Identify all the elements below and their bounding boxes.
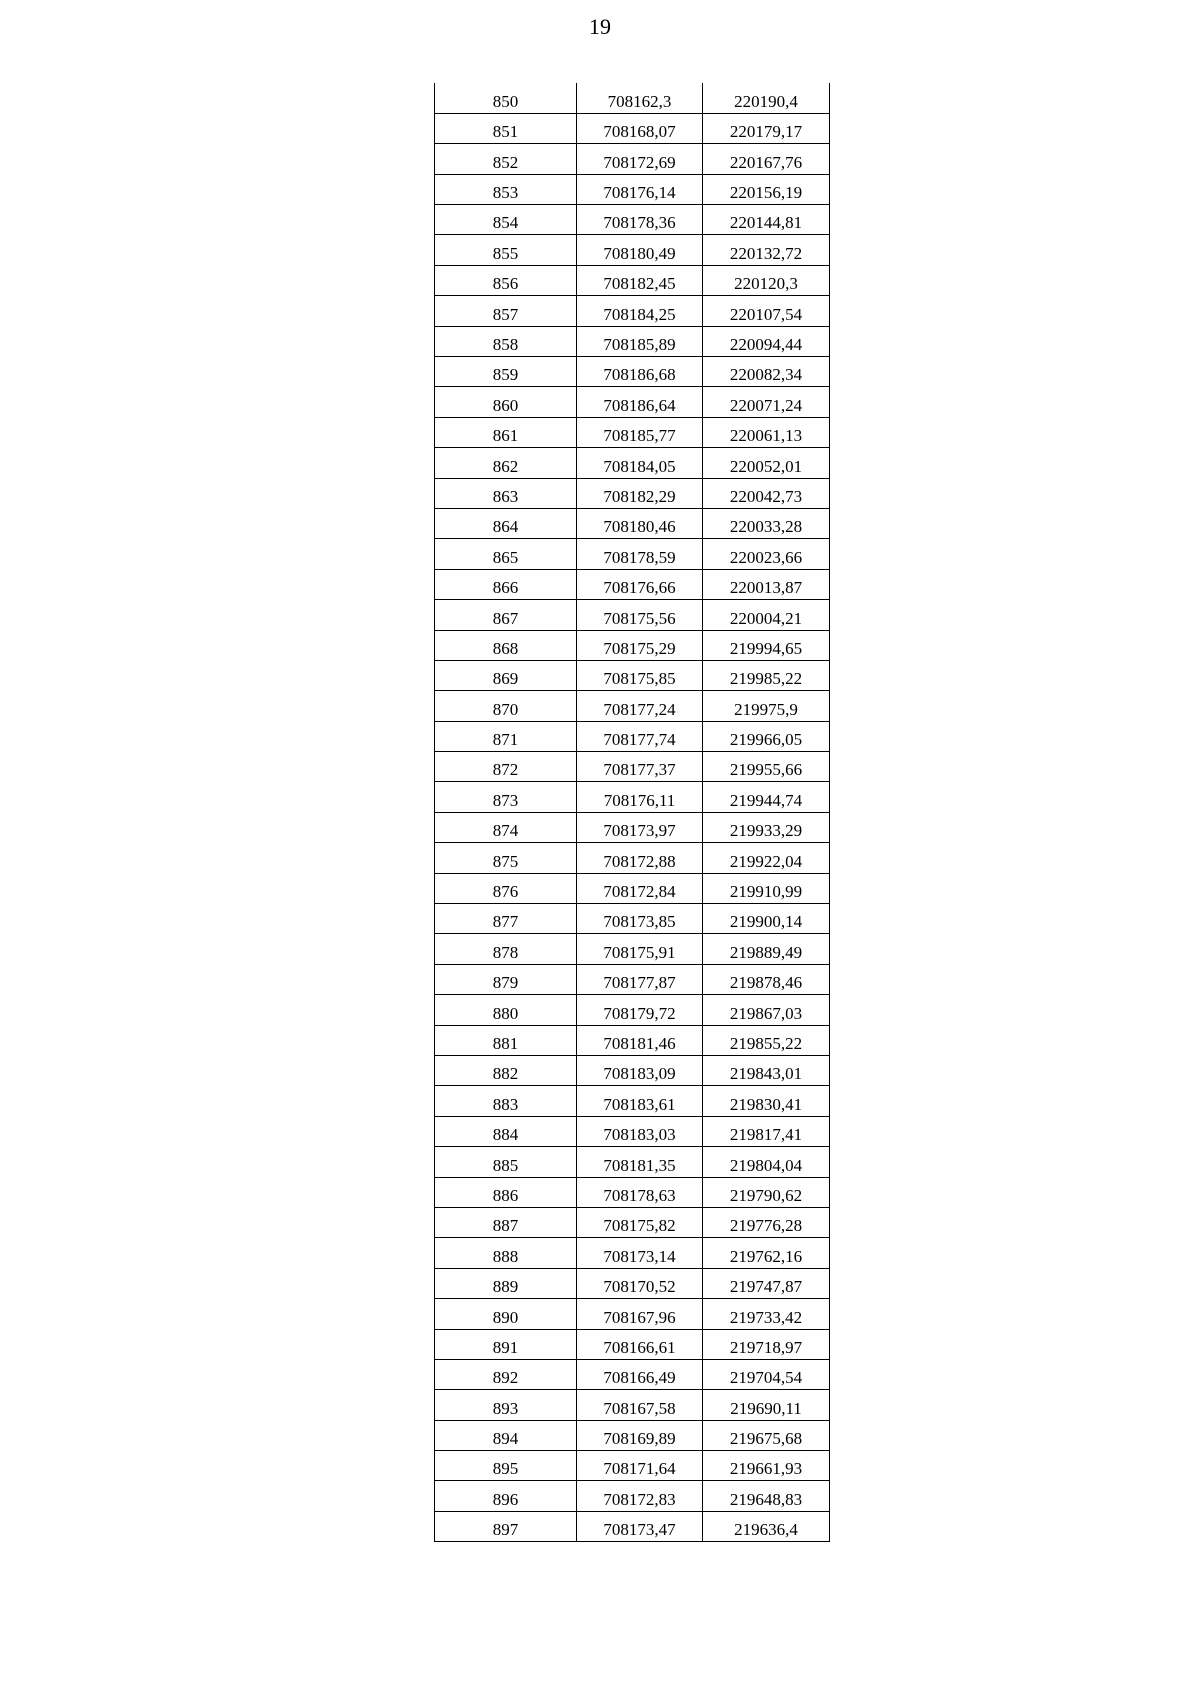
y-coordinate-cell: 219648,83 [703, 1481, 830, 1511]
point-number-cell: 892 [435, 1359, 577, 1389]
x-coordinate-cell: 708167,58 [577, 1390, 703, 1420]
point-number-cell: 867 [435, 600, 577, 630]
y-coordinate-cell: 219966,05 [703, 721, 830, 751]
x-coordinate-cell: 708172,69 [577, 144, 703, 174]
x-coordinate-cell: 708177,74 [577, 721, 703, 751]
table-row [435, 691, 830, 721]
coordinates-table-body [435, 83, 830, 1542]
y-coordinate-cell: 219661,93 [703, 1451, 830, 1481]
x-coordinate-cell: 708177,37 [577, 752, 703, 782]
y-coordinate-cell: 219900,14 [703, 904, 830, 934]
x-coordinate-cell: 708178,63 [577, 1177, 703, 1207]
table-row [435, 326, 830, 356]
x-coordinate-cell: 708173,14 [577, 1238, 703, 1268]
x-coordinate-cell: 708181,46 [577, 1025, 703, 1055]
y-coordinate-cell: 220132,72 [703, 235, 830, 265]
point-number-cell: 854 [435, 205, 577, 235]
table-row [435, 873, 830, 903]
point-number-cell: 879 [435, 964, 577, 994]
table-row [435, 782, 830, 812]
y-coordinate-cell: 219790,62 [703, 1177, 830, 1207]
x-coordinate-cell: 708172,88 [577, 843, 703, 873]
x-coordinate-cell: 708178,59 [577, 539, 703, 569]
y-coordinate-cell: 219975,9 [703, 691, 830, 721]
y-coordinate-cell: 219776,28 [703, 1207, 830, 1237]
table-row [435, 1329, 830, 1359]
point-number-cell: 863 [435, 478, 577, 508]
x-coordinate-cell: 708182,45 [577, 265, 703, 295]
y-coordinate-cell: 220082,34 [703, 357, 830, 387]
table-row [435, 995, 830, 1025]
y-coordinate-cell: 219747,87 [703, 1268, 830, 1298]
point-number-cell: 851 [435, 113, 577, 143]
y-coordinate-cell: 220120,3 [703, 265, 830, 295]
x-coordinate-cell: 708173,85 [577, 904, 703, 934]
point-number-cell: 872 [435, 752, 577, 782]
y-coordinate-cell: 219878,46 [703, 964, 830, 994]
point-number-cell: 890 [435, 1299, 577, 1329]
y-coordinate-cell: 220071,24 [703, 387, 830, 417]
point-number-cell: 870 [435, 691, 577, 721]
point-number-cell: 850 [435, 83, 577, 113]
table-row [435, 1086, 830, 1116]
table-row [435, 448, 830, 478]
y-coordinate-cell: 219855,22 [703, 1025, 830, 1055]
y-coordinate-cell: 219910,99 [703, 873, 830, 903]
page-number: 19 [589, 14, 611, 39]
x-coordinate-cell: 708166,49 [577, 1359, 703, 1389]
x-coordinate-cell: 708183,61 [577, 1086, 703, 1116]
table-row [435, 660, 830, 690]
y-coordinate-cell: 219985,22 [703, 660, 830, 690]
x-coordinate-cell: 708171,64 [577, 1451, 703, 1481]
table-row [435, 296, 830, 326]
point-number-cell: 859 [435, 357, 577, 387]
table-row [435, 1451, 830, 1481]
y-coordinate-cell: 220144,81 [703, 205, 830, 235]
x-coordinate-cell: 708186,68 [577, 357, 703, 387]
x-coordinate-cell: 708175,85 [577, 660, 703, 690]
point-number-cell: 896 [435, 1481, 577, 1511]
table-row [435, 1238, 830, 1268]
x-coordinate-cell: 708169,89 [577, 1420, 703, 1450]
point-number-cell: 852 [435, 144, 577, 174]
x-coordinate-cell: 708176,14 [577, 174, 703, 204]
table-row [435, 235, 830, 265]
x-coordinate-cell: 708182,29 [577, 478, 703, 508]
point-number-cell: 855 [435, 235, 577, 265]
point-number-cell: 869 [435, 660, 577, 690]
y-coordinate-cell: 220023,66 [703, 539, 830, 569]
coordinates-table [434, 83, 830, 1542]
point-number-cell: 883 [435, 1086, 577, 1116]
x-coordinate-cell: 708177,24 [577, 691, 703, 721]
x-coordinate-cell: 708173,97 [577, 812, 703, 842]
point-number-cell: 877 [435, 904, 577, 934]
y-coordinate-cell: 220107,54 [703, 296, 830, 326]
point-number-cell: 862 [435, 448, 577, 478]
y-coordinate-cell: 219804,04 [703, 1147, 830, 1177]
point-number-cell: 886 [435, 1177, 577, 1207]
table-row [435, 569, 830, 599]
y-coordinate-cell: 219690,11 [703, 1390, 830, 1420]
y-coordinate-cell: 220013,87 [703, 569, 830, 599]
point-number-cell: 885 [435, 1147, 577, 1177]
point-number-cell: 857 [435, 296, 577, 326]
point-number-cell: 888 [435, 1238, 577, 1268]
table-row [435, 1268, 830, 1298]
table-row [435, 1299, 830, 1329]
y-coordinate-cell: 220004,21 [703, 600, 830, 630]
x-coordinate-cell: 708179,72 [577, 995, 703, 1025]
x-coordinate-cell: 708175,82 [577, 1207, 703, 1237]
x-coordinate-cell: 708176,11 [577, 782, 703, 812]
table-row [435, 1511, 830, 1541]
table-row [435, 934, 830, 964]
y-coordinate-cell: 220033,28 [703, 508, 830, 538]
table-row [435, 357, 830, 387]
point-number-cell: 853 [435, 174, 577, 204]
x-coordinate-cell: 708180,46 [577, 508, 703, 538]
point-number-cell: 880 [435, 995, 577, 1025]
point-number-cell: 895 [435, 1451, 577, 1481]
y-coordinate-cell: 219944,74 [703, 782, 830, 812]
table-row [435, 539, 830, 569]
x-coordinate-cell: 708162,3 [577, 83, 703, 113]
table-row [435, 600, 830, 630]
table-row [435, 904, 830, 934]
point-number-cell: 860 [435, 387, 577, 417]
y-coordinate-cell: 219867,03 [703, 995, 830, 1025]
y-coordinate-cell: 220094,44 [703, 326, 830, 356]
table-row [435, 1420, 830, 1450]
table-row [435, 417, 830, 447]
table-row [435, 1116, 830, 1146]
point-number-cell: 868 [435, 630, 577, 660]
x-coordinate-cell: 708183,03 [577, 1116, 703, 1146]
point-number-cell: 894 [435, 1420, 577, 1450]
table-row [435, 174, 830, 204]
point-number-cell: 882 [435, 1056, 577, 1086]
point-number-cell: 889 [435, 1268, 577, 1298]
y-coordinate-cell: 219933,29 [703, 812, 830, 842]
y-coordinate-cell: 219922,04 [703, 843, 830, 873]
point-number-cell: 874 [435, 812, 577, 842]
point-number-cell: 873 [435, 782, 577, 812]
x-coordinate-cell: 708183,09 [577, 1056, 703, 1086]
y-coordinate-cell: 219994,65 [703, 630, 830, 660]
y-coordinate-cell: 220156,19 [703, 174, 830, 204]
point-number-cell: 866 [435, 569, 577, 599]
x-coordinate-cell: 708175,91 [577, 934, 703, 964]
x-coordinate-cell: 708177,87 [577, 964, 703, 994]
table-row [435, 1390, 830, 1420]
point-number-cell: 861 [435, 417, 577, 447]
point-number-cell: 881 [435, 1025, 577, 1055]
y-coordinate-cell: 220167,76 [703, 144, 830, 174]
x-coordinate-cell: 708178,36 [577, 205, 703, 235]
y-coordinate-cell: 219704,54 [703, 1359, 830, 1389]
x-coordinate-cell: 708167,96 [577, 1299, 703, 1329]
x-coordinate-cell: 708184,25 [577, 296, 703, 326]
table-row [435, 387, 830, 417]
x-coordinate-cell: 708168,07 [577, 113, 703, 143]
table-row [435, 752, 830, 782]
point-number-cell: 884 [435, 1116, 577, 1146]
table-row [435, 1177, 830, 1207]
y-coordinate-cell: 219830,41 [703, 1086, 830, 1116]
y-coordinate-cell: 220042,73 [703, 478, 830, 508]
point-number-cell: 856 [435, 265, 577, 295]
point-number-cell: 871 [435, 721, 577, 751]
y-coordinate-cell: 220052,01 [703, 448, 830, 478]
point-number-cell: 893 [435, 1390, 577, 1420]
y-coordinate-cell: 219718,97 [703, 1329, 830, 1359]
table-row [435, 1359, 830, 1389]
x-coordinate-cell: 708170,52 [577, 1268, 703, 1298]
table-row [435, 721, 830, 751]
x-coordinate-cell: 708175,29 [577, 630, 703, 660]
y-coordinate-cell: 220190,4 [703, 83, 830, 113]
x-coordinate-cell: 708166,61 [577, 1329, 703, 1359]
table-row [435, 1207, 830, 1237]
y-coordinate-cell: 219889,49 [703, 934, 830, 964]
x-coordinate-cell: 708185,89 [577, 326, 703, 356]
table-row [435, 1025, 830, 1055]
point-number-cell: 897 [435, 1511, 577, 1541]
x-coordinate-cell: 708173,47 [577, 1511, 703, 1541]
y-coordinate-cell: 220061,13 [703, 417, 830, 447]
x-coordinate-cell: 708181,35 [577, 1147, 703, 1177]
table-row [435, 265, 830, 295]
point-number-cell: 864 [435, 508, 577, 538]
point-number-cell: 876 [435, 873, 577, 903]
point-number-cell: 891 [435, 1329, 577, 1359]
x-coordinate-cell: 708176,66 [577, 569, 703, 599]
table-row [435, 1481, 830, 1511]
y-coordinate-cell: 219843,01 [703, 1056, 830, 1086]
table-row [435, 83, 830, 113]
y-coordinate-cell: 219636,4 [703, 1511, 830, 1541]
point-number-cell: 875 [435, 843, 577, 873]
point-number-cell: 858 [435, 326, 577, 356]
point-number-cell: 878 [435, 934, 577, 964]
y-coordinate-cell: 219733,42 [703, 1299, 830, 1329]
y-coordinate-cell: 220179,17 [703, 113, 830, 143]
x-coordinate-cell: 708180,49 [577, 235, 703, 265]
table-row [435, 964, 830, 994]
point-number-cell: 865 [435, 539, 577, 569]
x-coordinate-cell: 708175,56 [577, 600, 703, 630]
x-coordinate-cell: 708184,05 [577, 448, 703, 478]
y-coordinate-cell: 219817,41 [703, 1116, 830, 1146]
table-row [435, 630, 830, 660]
table-row [435, 478, 830, 508]
table-row [435, 1147, 830, 1177]
y-coordinate-cell: 219762,16 [703, 1238, 830, 1268]
x-coordinate-cell: 708185,77 [577, 417, 703, 447]
table-row [435, 812, 830, 842]
table-row [435, 1056, 830, 1086]
table-row [435, 508, 830, 538]
table-row [435, 113, 830, 143]
table-row [435, 205, 830, 235]
x-coordinate-cell: 708172,84 [577, 873, 703, 903]
x-coordinate-cell: 708172,83 [577, 1481, 703, 1511]
y-coordinate-cell: 219955,66 [703, 752, 830, 782]
x-coordinate-cell: 708186,64 [577, 387, 703, 417]
point-number-cell: 887 [435, 1207, 577, 1237]
table-row [435, 144, 830, 174]
table-row [435, 843, 830, 873]
y-coordinate-cell: 219675,68 [703, 1420, 830, 1450]
